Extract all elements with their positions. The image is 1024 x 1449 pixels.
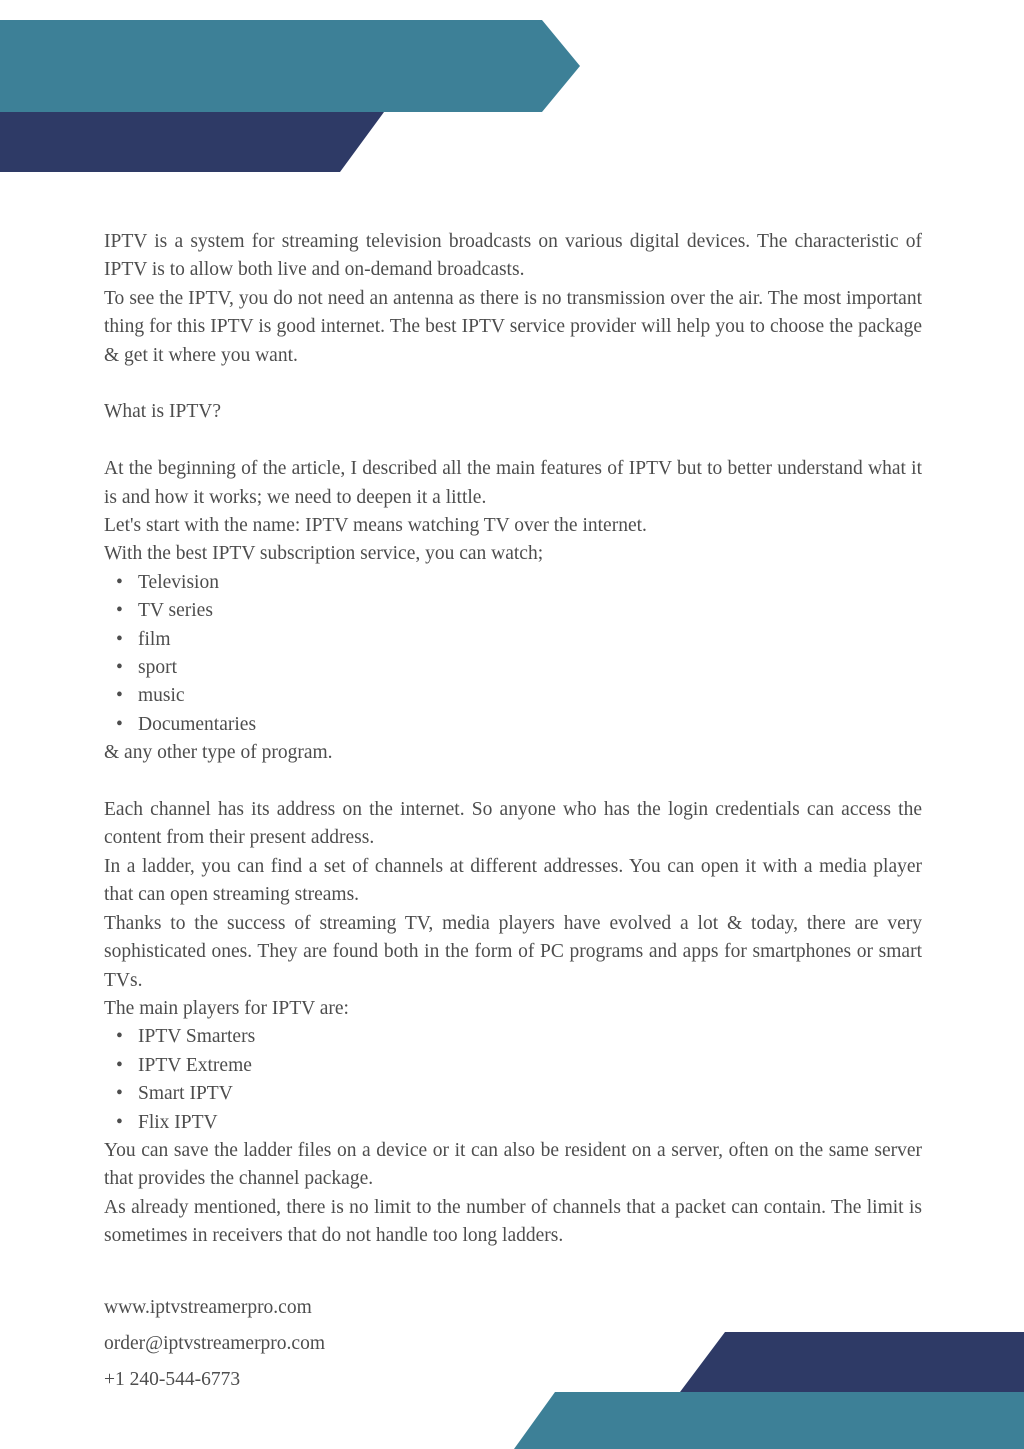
list-item: • IPTV Smarters [138, 1023, 922, 1051]
bullet-icon: • [116, 657, 123, 679]
section2-paragraph-1: Each channel has its address on the internet. So anyone who has the login credentials can access the content from their present address. [104, 799, 922, 849]
section1-paragraph-3: With the best IPTV subscription service, you can watch; [104, 543, 544, 565]
section2-paragraph-2: In a ladder, you can find a set of channels at different addresses. You can open it with a media player that can open streaming streams. [104, 855, 922, 906]
bullet-icon: • [116, 685, 123, 707]
section1-paragraph-2: Let's start with the name: IPTV means watching TV over the internet. [104, 515, 647, 537]
list-item: • Flix IPTV [138, 1109, 922, 1137]
section2-paragraph-5: You can save the ladder files on a device or it can also be resident on a server, often on the same server that provides the channel package. [104, 1139, 922, 1190]
email-link[interactable]: order@iptvstreamerpro.com [104, 1333, 326, 1354]
list-item: • IPTV Extreme [138, 1052, 922, 1080]
footer-teal-band [514, 1392, 1024, 1449]
section1-paragraph-1: At the beginning of the article, I described all the main features of IPTV but to better understand what it is and how it works; we need to deepen it a little. [104, 458, 922, 508]
footer-navy-band [680, 1332, 1024, 1392]
section1-paragraph-4: & any other type of program. [104, 742, 333, 764]
section-heading: What is IPTV? [104, 401, 221, 423]
list-item: • Documentaries [138, 711, 922, 739]
article-body [104, 228, 922, 1251]
players-list [104, 1023, 922, 1137]
spacer [104, 370, 922, 398]
bullet-icon: • [116, 1083, 123, 1105]
header-navy-band [0, 112, 384, 172]
section2-paragraph-3: Thanks to the success of streaming TV, media players have evolved a lot & today, there are very sophisticated ones. They are found both in the form of PC programs and apps for smartphones or smart TVs. [104, 912, 922, 991]
spacer [104, 768, 922, 796]
bullet-icon: • [116, 628, 123, 650]
list-item: • music [138, 682, 922, 710]
bullet-icon: • [116, 1054, 123, 1076]
list-item: • Smart IPTV [138, 1080, 922, 1108]
bullet-icon: • [116, 1026, 123, 1048]
list-item: • film [138, 626, 922, 654]
phone-number[interactable]: +1 240-544-6773 [104, 1369, 241, 1390]
intro-paragraph-1: IPTV is a system for streaming television broadcasts on various digital devices. The characteristic of IPTV is to allow both live and on-demand broadcasts. [104, 231, 922, 281]
bullet-icon: • [116, 571, 123, 593]
list-item: • TV series [138, 597, 922, 625]
bullet-icon: • [116, 713, 123, 735]
bullet-icon: • [116, 1111, 123, 1133]
contact-footer [104, 1293, 325, 1401]
website-link[interactable]: www.iptvstreamerpro.com [104, 1297, 312, 1318]
intro-paragraph-2: To see the IPTV, you do not need an antenna as there is no transmission over the air. The most important thing for this IPTV is good internet. The best IPTV service provider will help you to choose the package & get it where you want. [104, 287, 922, 366]
spacer [104, 427, 922, 455]
header-teal-arrow [0, 20, 580, 112]
content-types-list [104, 569, 922, 739]
bullet-icon: • [116, 600, 123, 622]
section2-paragraph-6: As already mentioned, there is no limit to the number of channels that a packet can contain. The limit is sometimes in receivers that do not handle too long ladders. [104, 1196, 922, 1247]
list-item: • sport [138, 654, 922, 682]
section2-paragraph-4: The main players for IPTV are: [104, 997, 349, 1019]
list-item: • Television [138, 569, 922, 597]
